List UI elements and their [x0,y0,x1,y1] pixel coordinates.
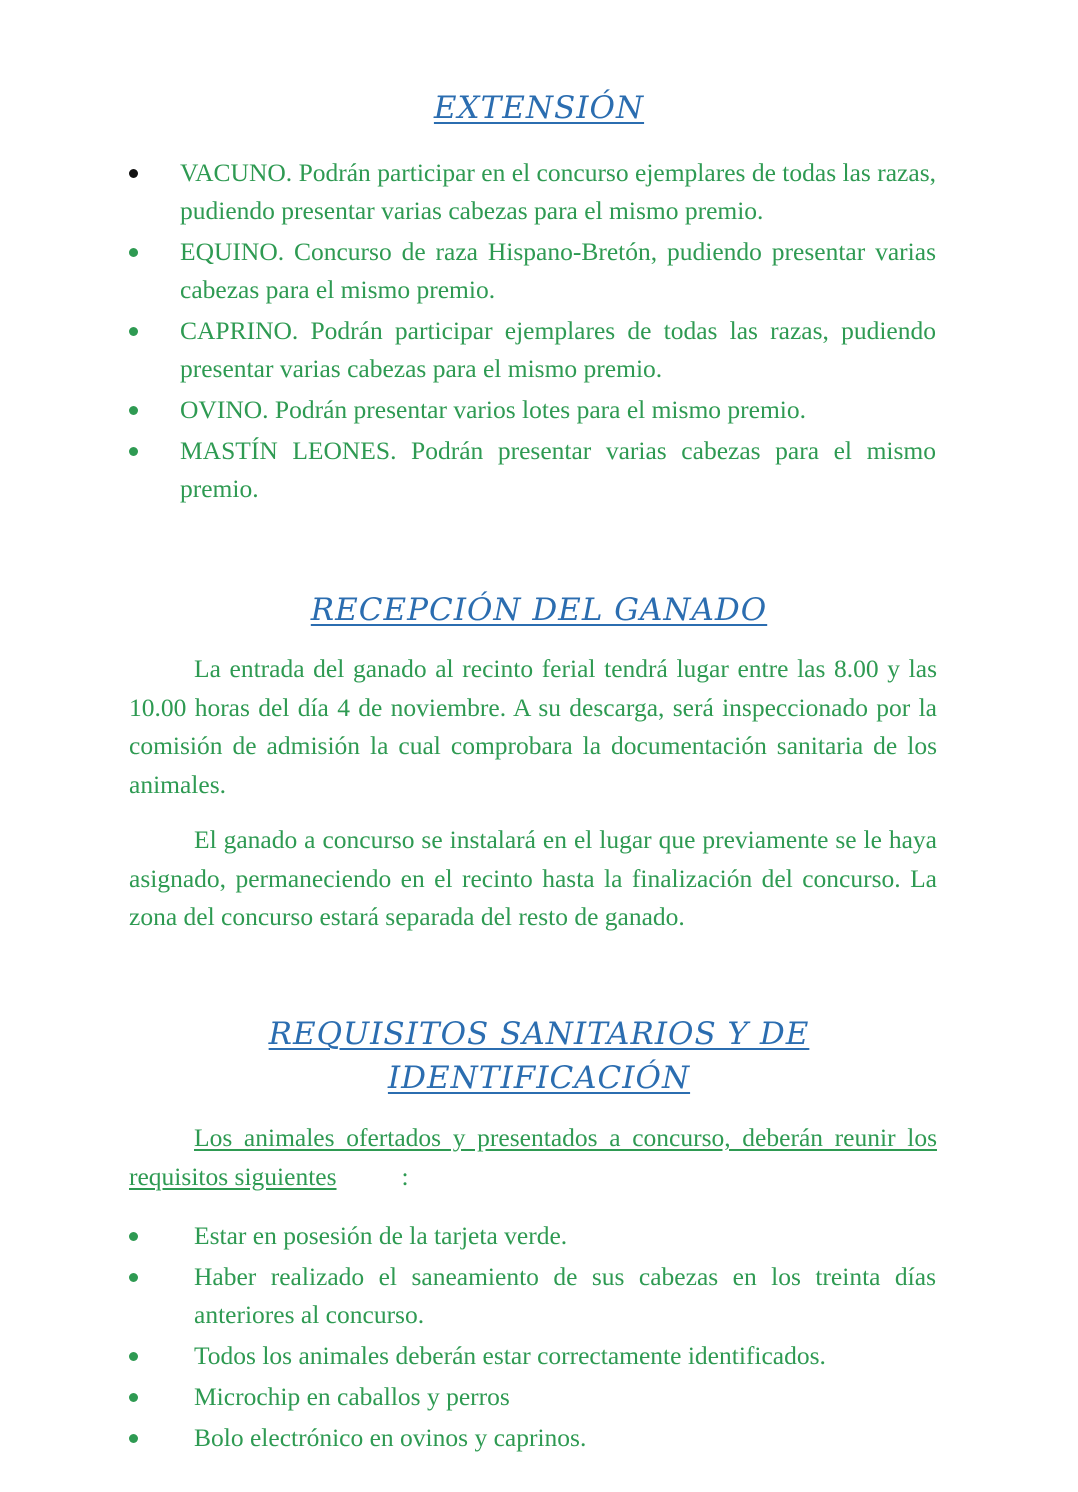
requirements-intro-text: Los animales ofertados y presentados a concurso, deberán reunir los requisitos siguientes [129,1123,937,1191]
list-item-text: Microchip en caballos y perros [194,1382,510,1411]
bullet-icon [129,1352,138,1361]
list-item-text: EQUINO. Concurso de raza Hispano-Bretón, pudiendo presentar varias cabezas para el mismo premio. [180,237,936,304]
list-item-text: Todos los animales deberán estar correctamente identificados. [194,1341,826,1370]
bullet-icon [129,406,138,415]
list-item-text: OVINO. Podrán presentar varios lotes para el mismo premio. [180,395,807,424]
heading-requirements-line-2: IDENTIFICACIÓN [387,1060,691,1096]
bullet-icon [129,248,138,257]
list-item-text: Haber realizado el saneamiento de sus cabezas en los treinta días anteriores al concurso. [194,1262,936,1329]
list-item [194,1217,936,1255]
list-item [180,233,936,309]
requirements-intro [129,1119,937,1196]
heading-requirements-line-1: REQUISITOS SANITARIOS Y DE [268,1016,810,1052]
list-item [194,1419,936,1457]
heading-extension: EXTENSIÓN [433,90,645,126]
bullet-icon [129,1434,138,1443]
requirements-intro-colon: : [401,1161,409,1191]
bullet-icon [129,1273,138,1282]
list-item [180,432,936,508]
list-item-text: Bolo electrónico en ovinos y caprinos. [194,1423,587,1452]
list-item [180,312,936,388]
list-item-text: VACUNO. Podrán participar en el concurso ejemplares de todas las razas, pudiendo presentar varias cabezas para el mismo premio. [180,158,936,225]
list-item-text: CAPRINO. Podrán participar ejemplares de todas las razas, pudiendo presentar varias cabezas para el mismo premio. [180,316,936,383]
list-item [194,1258,936,1334]
bullet-icon [129,327,138,336]
list-item-text: MASTÍN LEONES. Podrán presentar varias cabezas para el mismo premio. [180,436,936,503]
reception-paragraph-1: La entrada del ganado al recinto ferial tendrá lugar entre las 8.00 y las 10.00 horas del día 4 de noviembre. A su descarga, será inspeccionado por la comisión de admisión la cual comprobara la documentación sanitaria de los animales. [129,654,937,799]
extension-list [180,154,936,508]
bullet-icon [129,447,138,456]
bullet-icon [129,169,138,178]
bullet-icon [129,1393,138,1402]
bullet-icon [129,1232,138,1241]
reception-paragraph-2: El ganado a concurso se instalará en el lugar que previamente se le haya asignado, permaneciendo en el recinto hasta la finalización del concurso. La zona del concurso estará separada del resto de ganado. [129,825,937,931]
requirements-list [194,1217,936,1457]
list-item [180,391,936,429]
list-item [194,1378,936,1416]
list-item [180,154,936,230]
list-item [194,1337,936,1375]
heading-reception: RECEPCIÓN DEL GANADO [310,592,768,628]
list-item-text: Estar en posesión de la tarjeta verde. [194,1221,568,1250]
